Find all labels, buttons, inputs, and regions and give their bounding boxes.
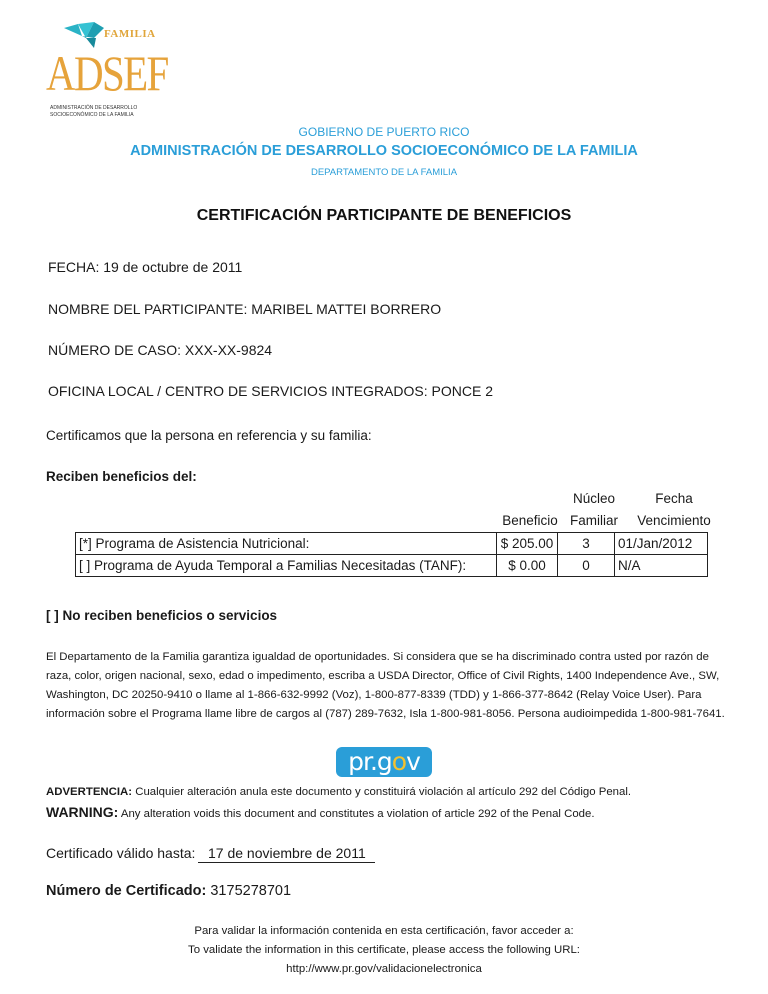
benefit-amount-cell: $ 205.00 [497, 533, 558, 555]
prgov-logo [336, 747, 432, 777]
gobierno-heading: GOBIERNO DE PUERTO RICO [298, 125, 470, 139]
validation-url: http://www.pr.gov/validacionelectronica [286, 963, 482, 975]
benefits-table [75, 532, 708, 577]
expiration-cell: N/A [615, 555, 708, 577]
header-beneficio: Beneficio [502, 513, 558, 528]
equal-opportunity-disclaimer: El Departamento de la Familia garantiza igualdad de oportunidades. Si considera que se ha discriminado contra usted por razón de raza, color, origen nacional, sexo, edad o impedimento, escriba a USDA Director, Office of Civil Rights, 1400 Independence Ave., SW, Washington, DC 20250-9410 o llame al 1-866-632-9992 (Voz), 1-800-877-8339 (TDD) y 1-866-377-8642 (Relay Voice User). Para información sobre el Programa llame libre de cargos al (787) 289-7632, Isla 1-800-981-8056. Persona audioimpedida 1-800-981-7641. [46, 651, 725, 720]
advertencia-notice [46, 786, 631, 798]
header-fecha-line1: Fecha [655, 491, 693, 506]
document-title: CERTIFICACIÓN PARTICIPANTE DE BENEFICIOS [196, 207, 572, 224]
header-fecha-line2: Vencimiento [637, 513, 711, 528]
logo-subtitle-1: ADMINISTRACIÓN DE DESARROLLO [50, 105, 138, 111]
benefit-amount-cell: $ 0.00 [497, 555, 558, 577]
advertencia-text: Cualquier alteración anula este documento y constituirá violación al artículo 292 del Código Penal. [132, 786, 632, 798]
footer-line-en: To validate the information in this certificate, please access the following URL: [188, 944, 580, 956]
participant-name-field: NOMBRE DEL PARTICIPANTE: MARIBEL MATTEI BORRERO [48, 301, 442, 317]
valid-until-label: Certificado válido hasta: [46, 845, 196, 861]
program-cell: [ ] Programa de Ayuda Temporal a Familias Necesitadas (TANF): [76, 555, 497, 577]
prgov-text-pre: pr.g [348, 747, 392, 776]
certificate-number-value: 3175278701 [206, 883, 292, 899]
family-size-cell: 3 [558, 533, 615, 555]
reciben-heading: Reciben beneficios del: [46, 469, 197, 484]
agency-heading: ADMINISTRACIÓN DE DESARROLLO SOCIOECONÓMICO DE LA FAMILIA [130, 143, 638, 159]
table-row [76, 555, 708, 577]
program-cell: [*] Programa de Asistencia Nutricional: [76, 533, 497, 555]
local-office-field: OFICINA LOCAL / CENTRO DE SERVICIOS INTEGRADOS: PONCE 2 [48, 383, 493, 399]
fecha-field: FECHA: 19 de octubre de 2011 [48, 259, 243, 275]
warning-notice [46, 804, 595, 820]
adsef-logo [44, 20, 168, 120]
footer-line-es: Para validar la información contenida en esta certificación, favor acceder a: [194, 925, 574, 937]
certification-statement: Certificamos que la persona en referencia y su familia: [46, 428, 372, 443]
certificate-number-label: Número de Certificado: [46, 883, 207, 899]
header-nucleo-line2: Familiar [569, 513, 618, 528]
logo-adsef-text: ADSEF [46, 45, 168, 101]
expiration-cell: 01/Jan/2012 [615, 533, 708, 555]
warning-label: WARNING: [46, 804, 119, 820]
logo-subtitle-2: SOCIOECONÓMICO DE LA FAMILIA [50, 112, 134, 118]
prgov-text-o: o [391, 747, 407, 776]
advertencia-label: ADVERTENCIA: [46, 786, 133, 798]
valid-until-underline [198, 862, 375, 863]
department-heading: DEPARTAMENTO DE LA FAMILIA [310, 167, 458, 178]
no-reciben-option: [ ] No reciben beneficios o servicios [46, 608, 278, 623]
warning-text: Any alteration voids this document and constitutes a violation of article 292 of the Penal Code. [118, 808, 595, 820]
logo-familia-text: FAMILIA [104, 28, 156, 40]
case-number-field: NÚMERO DE CASO: XXX-XX-9824 [48, 342, 273, 358]
family-size-cell: 0 [558, 555, 615, 577]
valid-until-value: 17 de noviembre de 2011 [208, 845, 366, 861]
certificate-number [46, 883, 291, 899]
header-nucleo-line1: Núcleo [572, 491, 616, 506]
prgov-text-post: v [406, 747, 420, 776]
table-row [76, 533, 708, 555]
